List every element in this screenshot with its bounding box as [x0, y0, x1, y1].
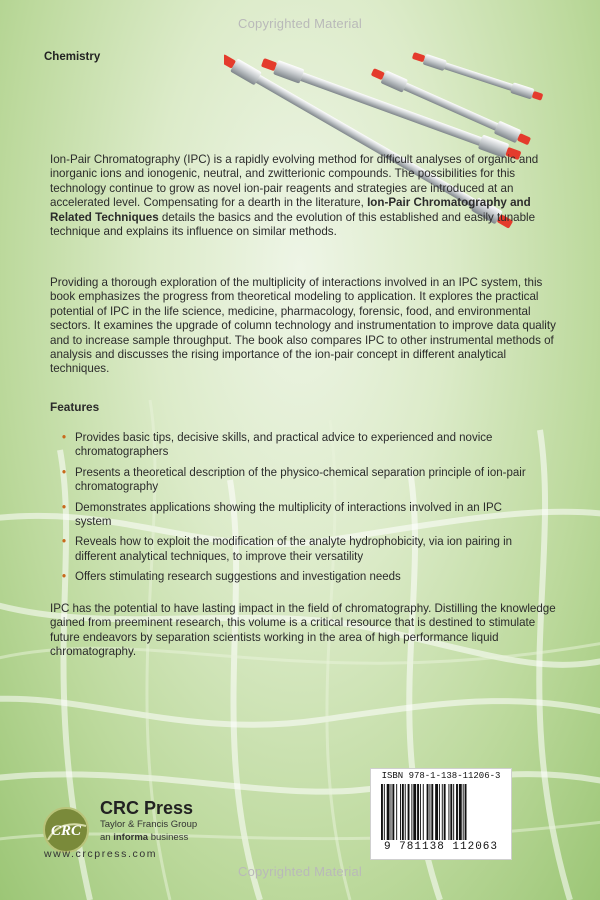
feature-text: Provides basic tips, decisive skills, and practical advice to experienced and novice chromatographers: [75, 432, 493, 459]
barcode-bar: [423, 784, 424, 840]
publisher-name: CRC Press: [100, 798, 194, 818]
publisher-business: an informa business: [100, 832, 189, 843]
feature-item: [62, 535, 532, 564]
intro-text-end: details the basics and the evolution of this established and easily tunable technique and explains its influence on similar methods.: [50, 210, 536, 239]
isbn-digits: 9 781138 112063: [383, 841, 499, 853]
logo-text: CRC: [50, 823, 82, 839]
features-heading: Features: [50, 400, 100, 414]
barcode-bar: [427, 784, 429, 840]
barcode-bar: [384, 784, 385, 840]
book-title-inline: Ion-Pair Chromatography and Related Techniques: [50, 196, 531, 224]
copyright-watermark-top: Copyrighted Material: [238, 16, 362, 31]
barcode-bar: [408, 784, 410, 840]
barcode-bar: [420, 784, 421, 840]
bullet-icon: •: [62, 501, 67, 514]
barcode-bar: [444, 784, 446, 840]
barcode-bar: [411, 784, 412, 840]
barcode-bar: [450, 784, 452, 840]
isbn-label: ISBN 978-1-138-11206-3: [381, 771, 501, 781]
publisher-website: www.crcpress.com: [44, 848, 158, 860]
barcode-bar: [448, 784, 449, 840]
bullet-icon: •: [62, 432, 67, 444]
feature-item: [62, 501, 532, 530]
intro-text-start: Ion-Pair Chromatography (IPC) is a rapidly evolving method for difficult analyses of organic and inorganic ions and ionogenic, neutral, and zwitterionic compounds. The possibilities for this technology continue to grow as novel ion-pair reagents and strategies are introduced at an accelerated level. Compensating for a dearth in the literature,: [50, 153, 539, 210]
description-paragraph: Providing a thorough exploration of the multiplicity of interactions involved in an IPC system, this book emphasizes the progress from theoretical modeling to application. It explores the practical potential of IPC in the life science, medicine, pharmacology, forensic, food, and environmental sectors. It examines the upgrade of column technology and instrumentation to improve data quality and to increase sample throughput. The book also compares IPC to other instrumental methods of analysis and discusses the rising importance of the ion-pair concept in different analytical techniques.: [50, 276, 556, 376]
barcode-bar: [459, 784, 462, 840]
barcode-bar: [465, 784, 467, 840]
barcode-bar: [456, 784, 458, 840]
feature-item: [62, 466, 532, 495]
barcode-bar: [405, 784, 406, 840]
barcode-bar: [439, 784, 440, 840]
barcode-bar: [392, 784, 394, 840]
barcode-bar: [417, 784, 419, 840]
barcode-bar: [463, 784, 464, 840]
barcode-bar: [400, 784, 401, 840]
feature-item: [62, 431, 532, 460]
barcode-bar: [442, 784, 443, 840]
barcode-bar: [396, 784, 397, 840]
bullet-icon: •: [62, 536, 67, 549]
barcode-bar: [453, 784, 454, 840]
barcode-icon: [379, 784, 503, 840]
barcode-bar: [402, 784, 404, 840]
barcode-bar: [387, 784, 390, 840]
intro-paragraph: [50, 153, 560, 239]
barcode-bar: [435, 784, 438, 840]
barcode-bar: [391, 784, 392, 840]
bullet-icon: •: [62, 466, 67, 479]
barcode-bar: [431, 784, 433, 840]
barcode-bar: [381, 784, 383, 840]
feature-item: [62, 570, 532, 584]
features-list: [62, 431, 532, 591]
isbn-barcode: [370, 768, 512, 860]
barcode-bar: [429, 784, 430, 840]
closing-paragraph: IPC has the potential to have lasting impact in the field of chromatography. Distilling the knowledge gained from preeminent research, this volume is a critical resource that is destined to stimulate future endeavors by separation scientists working in the area of high performance liquid chromatography.: [50, 602, 556, 659]
feature-text: Offers stimulating research suggestions and investigation needs: [75, 571, 401, 584]
feature-text: Demonstrates applications showing the multiplicity of interactions involved in an IPC system: [75, 501, 502, 529]
bullet-icon: •: [62, 571, 67, 584]
copyright-watermark-bottom: Copyrighted Material: [238, 864, 362, 879]
feature-text: Reveals how to exploit the modification of the analyte hydrophobicity, via ion pairing in different analytical techniques, to improve their versatility: [75, 536, 513, 563]
barcode-bar: [413, 784, 416, 840]
category-label: Chemistry: [44, 51, 101, 63]
publisher-group: Taylor & Francis Group: [100, 819, 198, 830]
feature-text: Presents a theoretical description of the physico-chemical separation principle of ion-pair chromatography: [75, 466, 526, 494]
